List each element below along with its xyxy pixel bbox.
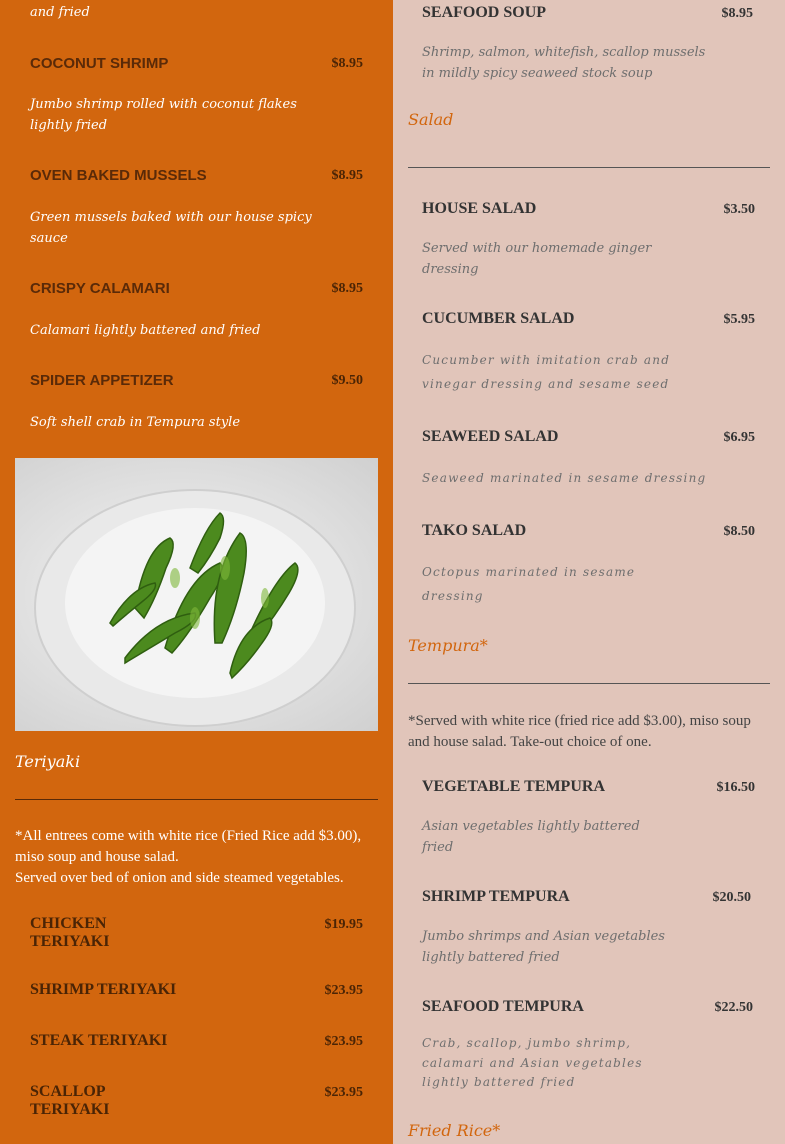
menu-item-name: COCONUT SHRIMP: [30, 55, 169, 72]
menu-item-name: CHICKEN TERIYAKI: [30, 915, 110, 950]
menu-item-name: CRISPY CALAMARI: [30, 280, 170, 297]
menu-item-price: $3.50: [723, 202, 755, 217]
menu-item-name: SPIDER APPETIZER: [30, 372, 174, 389]
menu-item-price: $8.50: [723, 524, 755, 539]
menu-item-desc: Octopus marinated in sesame dressing: [422, 565, 636, 603]
menu-item-price: $22.50: [714, 1000, 753, 1015]
menu-item-desc: Asian vegetables lightly battered fried: [422, 819, 640, 855]
menu-item-desc: Soft shell crab in Tempura style: [30, 415, 241, 430]
section-heading-fried-rice: Fried Rice*: [408, 1121, 501, 1140]
menu-item-desc: Served with our homemade ginger dressing: [422, 241, 652, 277]
menu-item-desc: Crab, scallop, jumbo shrimp, calamari and Asian vegetables lightly battered fried: [422, 1036, 643, 1089]
menu-item-desc: Calamari lightly battered and fried: [30, 323, 261, 338]
menu-item-price: $23.95: [324, 1034, 363, 1049]
section-heading-tempura: Tempura*: [408, 636, 488, 655]
menu-item-desc: and fried: [30, 5, 90, 20]
right-column: [393, 0, 785, 1144]
menu-item-price: $20.50: [712, 890, 751, 905]
menu-item-desc: Jumbo shrimps and Asian vegetables lightly battered fried: [422, 929, 665, 965]
menu-item-name: VEGETABLE TEMPURA: [422, 778, 605, 795]
menu-item-desc: Seaweed marinated in sesame dressing: [422, 471, 707, 485]
menu-item-desc: Cucumber with imitation crab and vinegar dressing and sesame seed: [422, 353, 671, 391]
menu-item-price: $8.95: [331, 281, 363, 296]
menu-item-price: $5.95: [723, 312, 755, 327]
section-divider: [408, 683, 770, 684]
menu-item-name: SEAFOOD TEMPURA: [422, 998, 584, 1015]
menu-item-name: HOUSE SALAD: [422, 200, 537, 217]
menu-item-desc: Green mussels baked with our house spicy sauce: [30, 210, 312, 246]
menu-item-name: OVEN BAKED MUSSELS: [30, 167, 207, 184]
menu-item-name: SHRIMP TEMPURA: [422, 888, 570, 905]
menu-item-name: STEAK TERIYAKI: [30, 1032, 168, 1049]
menu-item-name: SCALLOP TERIYAKI: [30, 1083, 110, 1118]
menu-item-price: $8.95: [331, 56, 363, 71]
menu-item-price: $8.95: [721, 6, 753, 21]
menu-item-price: $6.95: [723, 430, 755, 445]
menu-item-price: $8.95: [331, 168, 363, 183]
teriyaki-note: *All entrees come with white rice (Fried Rice add $3.00), miso soup and house salad. Served over bed of onion and side steamed vegetables.: [15, 828, 362, 886]
menu-item-desc: Shrimp, salmon, whitefish, scallop mussels in mildly spicy seaweed stock soup: [422, 45, 706, 81]
menu-item-desc: Jumbo shrimp rolled with coconut flakes lightly fried: [30, 97, 297, 133]
section-divider: [408, 167, 770, 168]
edamame-photo: [15, 458, 378, 731]
menu-item-name: SEAFOOD SOUP: [422, 4, 547, 21]
tempura-note: *Served with white rice (fried rice add $3.00), miso soup and house salad. Take-out choice of one.: [408, 713, 751, 750]
menu-item-name: SEAWEED SALAD: [422, 428, 559, 445]
section-divider: [15, 799, 378, 800]
menu-item-price: $9.50: [331, 373, 363, 388]
menu-item-name: SHRIMP TERIYAKI: [30, 981, 177, 998]
menu-item-name: CUCUMBER SALAD: [422, 310, 575, 327]
section-heading-salad: Salad: [408, 110, 454, 129]
section-heading-teriyaki: Teriyaki: [15, 752, 81, 771]
menu-item-price: $16.50: [716, 780, 755, 795]
edamame-bowl-icon: [15, 458, 378, 731]
menu-item-price: $23.95: [324, 1085, 363, 1100]
menu-item-price: $19.95: [324, 917, 363, 932]
menu-item-price: $23.95: [324, 983, 363, 998]
menu-item-name: TAKO SALAD: [422, 522, 527, 539]
